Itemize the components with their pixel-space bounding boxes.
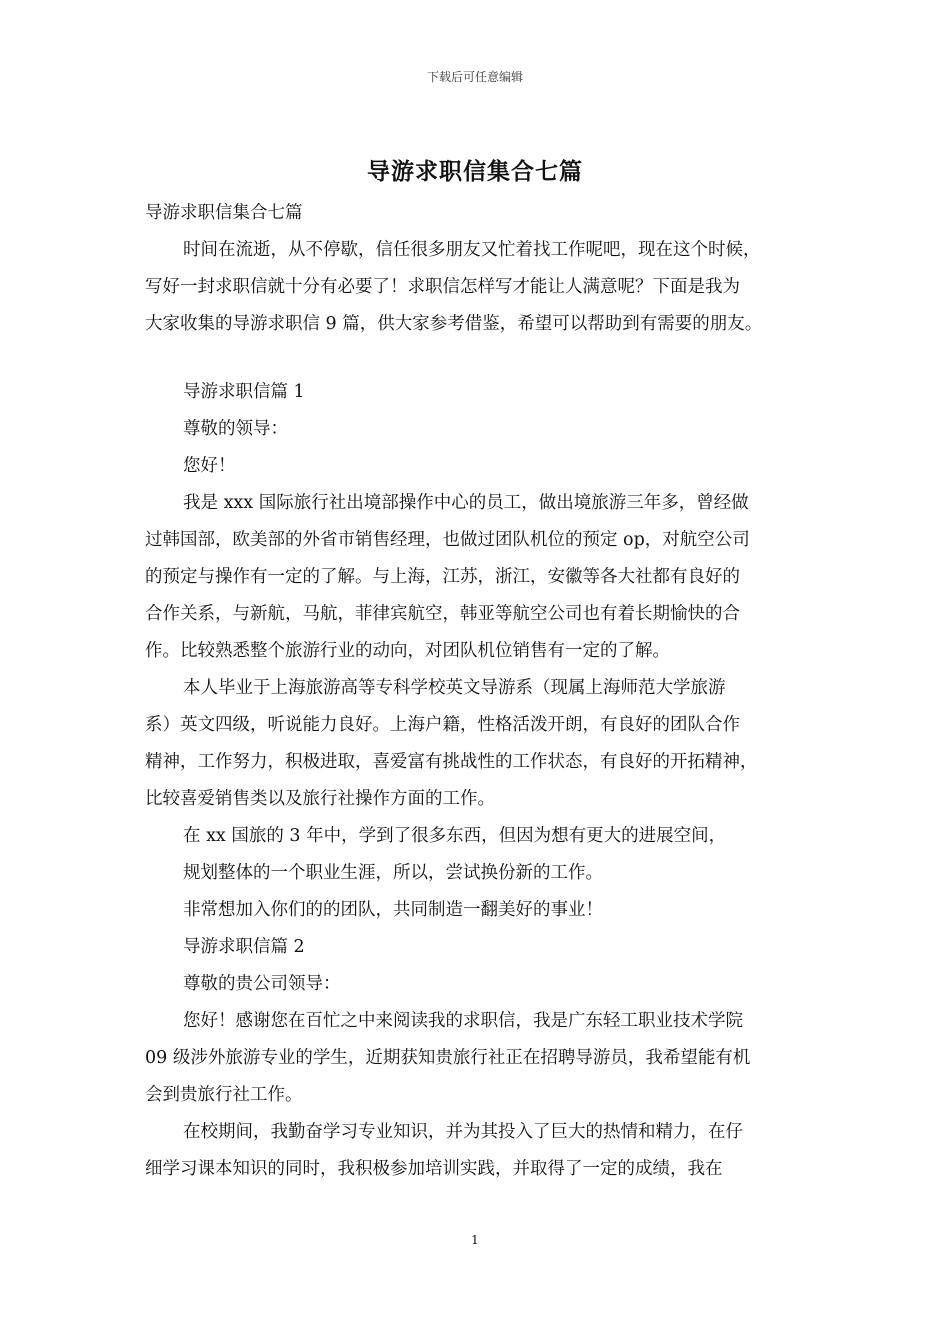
- letter-2-line: 会到贵旅行社工作。: [145, 1085, 303, 1105]
- subtitle-line: 导游求职信集合七篇: [145, 203, 303, 223]
- document-body: [145, 195, 825, 1188]
- paragraph-gap: [145, 343, 825, 374]
- intro-line: 时间在流逝，从不停歇，信任很多朋友又忙着找工作呢吧，现在这个时候，: [183, 240, 761, 260]
- letter-1-line: 合作关系，与新航，马航，菲律宾航空，韩亚等航空公司也有着长期愉快的合: [145, 604, 740, 624]
- letter-2-salutation: 尊敬的贵公司领导：: [183, 974, 341, 994]
- header-note: 下载后可任意编辑: [426, 70, 523, 84]
- letter-2-line: 09 级涉外旅游专业的学生，近期获知贵旅行社正在招聘导游员，我希望能有机: [145, 1048, 751, 1068]
- document-title: 导游求职信集合七篇: [367, 158, 583, 185]
- letter-1-line: 在 xx 国旅的 3 年中，学到了很多东西，但因为想有更大的进展空间，: [183, 826, 727, 846]
- letter-1-line: 比较喜爱销售类以及旅行社操作方面的工作。: [145, 789, 495, 809]
- letter-1-line: 的预定与操作有一定的了解。与上海，江苏，浙江，安徽等各大社都有良好的: [145, 567, 740, 587]
- intro-line: 大家收集的导游求职信 9 篇，供大家参考借鉴，希望可以帮助到有需要的朋友。: [145, 314, 763, 334]
- letter-1-line: 非常想加入你们的的团队，共同制造一翻美好的事业！: [183, 900, 603, 920]
- intro-line: 写好一封求职信就十分有必要了！求职信怎样写才能让人满意呢？下面是我为: [145, 277, 740, 297]
- letter-1-line: 本人毕业于上海旅游高等专科学校英文导游系（现属上海师范大学旅游: [183, 678, 726, 698]
- letter-2-line: 您好！感谢您在百忙之中来阅读我的求职信，我是广东轻工职业技术学院: [183, 1011, 743, 1031]
- letter-1-line: 过韩国部，欧美部的外省市销售经理，也做过团队机位的预定 op，对航空公司: [145, 530, 750, 550]
- letter-1-salutation: 尊敬的领导：: [183, 419, 288, 439]
- letter-2-line: 细学习课本知识的同时，我积极参加培训实践，并取得了一定的成绩，我在: [145, 1159, 723, 1179]
- letter-1-line: 规划整体的一个职业生涯，所以，尝试换份新的工作。: [183, 863, 603, 883]
- letter-1-heading: 导游求职信篇 1: [183, 382, 305, 402]
- letter-2-line: 在校期间，我勤奋学习专业知识，并为其投入了巨大的热情和精力，在仔: [183, 1122, 743, 1142]
- letter-1-greeting: 您好！: [183, 456, 236, 476]
- letter-1-line: 精神，工作努力，积极进取，喜爱富有挑战性的工作状态，有良好的开拓精神，: [145, 752, 758, 772]
- letter-1-line: 作。比较熟悉整个旅游行业的动向，对团队机位销售有一定的了解。: [145, 641, 670, 661]
- page-number: 1: [471, 1233, 479, 1247]
- letter-2-heading: 导游求职信篇 2: [183, 937, 305, 957]
- letter-1-line: 我是 xxx 国际旅行社出境部操作中心的员工，做出境旅游三年多，曾经做: [183, 493, 749, 513]
- letter-1-line: 系）英文四级，听说能力良好。上海户籍，性格活泼开朗，有良好的团队合作: [145, 715, 740, 735]
